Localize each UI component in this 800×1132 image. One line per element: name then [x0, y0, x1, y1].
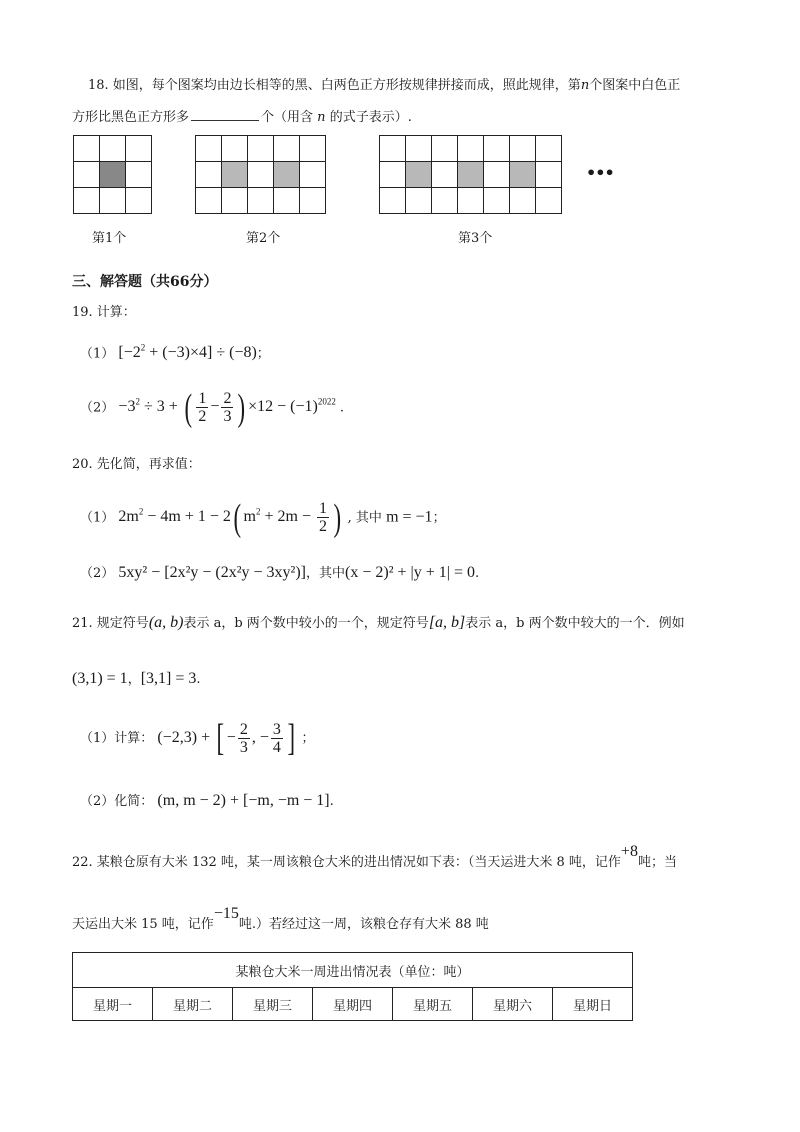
- q21-ex1: (3,1) = 1: [72, 670, 128, 687]
- table-title: 某粮仓大米一周进出情况表（单位：吨）: [73, 953, 633, 988]
- q19-p1-end: ；: [256, 346, 270, 362]
- q21-part1: [80, 718, 315, 759]
- q22-line1-text: 22. 某粮仓原有大米 132 吨，某一周该粮仓大米的进出情况如下表：（当天运进大米 8 吨，记作: [72, 855, 621, 870]
- q21-examples: [72, 668, 201, 691]
- q18-line2-b: 个（用含: [261, 110, 314, 125]
- q22-line1-end: 吨；当: [637, 855, 677, 870]
- q19-part2: [80, 382, 344, 428]
- q21-p2-label: （2）化简：: [80, 794, 154, 809]
- pattern-figure-1: [73, 135, 152, 214]
- q19-p1-expr: $[-2^2 + (-3)\times 4] \div (-8)$: [118, 343, 257, 362]
- pattern-figure-3: [379, 135, 562, 214]
- q21-line1: [72, 612, 685, 635]
- q19-p2-label: （2）: [80, 400, 115, 416]
- q20-p1-expr: $2m^2 - 4m + 1 - 2$( $m^2 + 2m$ − $\frac{1}{2}$ ): [118, 496, 342, 539]
- q22-line2-b: 吨.）若经过这一周，该粮仓存有大米 88 吨: [238, 917, 489, 932]
- table-header-day: 星期一: [73, 988, 153, 1021]
- table-header-day: 星期日: [553, 988, 633, 1021]
- q22-line1: [72, 843, 677, 871]
- figure-label-1: 第1个: [92, 231, 127, 246]
- q20-part1: [80, 492, 446, 538]
- figure-label-2: 第2个: [246, 231, 281, 246]
- q21-p2-end: .: [329, 794, 334, 809]
- q19-title: 19. 计算：: [72, 305, 136, 320]
- q21-line1-b: 表示 a，b 两个数中较小的一个，规定符号: [183, 616, 429, 631]
- q19-p1-label: （1）: [80, 346, 115, 362]
- q21-p1-end: ；: [301, 731, 315, 746]
- q21-p1-expr: (−2,3) + [ − $\frac{2}{3}$ , − $\frac{3}{4}$ ]: [157, 717, 295, 760]
- q20-p2-end: .: [474, 566, 480, 581]
- q18-line2-a: 方形比黑色正方形多: [72, 110, 190, 125]
- q20-part2: [80, 562, 479, 585]
- q20-p1-val: m = −1: [386, 508, 433, 526]
- q21-sym2: [a, b]: [428, 614, 466, 631]
- q18-line1: [88, 78, 680, 94]
- table-header-day: 星期四: [313, 988, 393, 1021]
- q21-ex-end: .: [196, 672, 201, 687]
- section-title: 三、解答题（共66分）: [72, 274, 218, 290]
- answer-blank[interactable]: [191, 108, 259, 121]
- q20-p1-end: ；: [432, 510, 446, 526]
- q20-p1-cond: , 其中: [347, 510, 382, 526]
- q20-p1-label: （1）: [80, 510, 115, 526]
- q21-part2: [80, 790, 334, 813]
- q19-part1: [80, 337, 270, 365]
- q22-line2: [72, 905, 489, 933]
- q18-line1-end: 个图案中白色正: [589, 78, 681, 93]
- q18-line1-text: 18. 如图，每个图案均由边长相等的黑、白两色正方形按规律拼接而成，照此规律，第: [88, 78, 581, 93]
- table-header-day: 星期三: [233, 988, 313, 1021]
- q21-line1-c: 表示 a，b 两个数中较大的一个．例如: [465, 616, 685, 631]
- table-header-day: 星期二: [153, 988, 233, 1021]
- q20-p2-val: (x − 2)² + |y + 1| = 0: [345, 564, 475, 581]
- q19-p2-end: .: [339, 400, 344, 416]
- ellipsis: •••: [586, 163, 614, 182]
- figure-label-3: 第3个: [458, 231, 493, 246]
- q22-rec2: −15: [213, 905, 239, 922]
- weekly-grain-table: [72, 952, 633, 1021]
- q21-ex-sep: ，: [127, 672, 141, 687]
- q21-line1-a: 21. 规定符号: [72, 616, 149, 631]
- q20-title: 20. 先化简，再求值：: [72, 457, 201, 472]
- q20-p2-expr: 5xy² − [2x²y − (2x²y − 3xy²)]: [118, 564, 306, 581]
- q21-p1-label: （1）计算：: [80, 731, 154, 746]
- q22-line2-a: 天运出大米 15 吨，记作: [72, 917, 214, 932]
- q21-p2-expr: (m, m − 2) + [−m, −m − 1]: [157, 792, 330, 809]
- q21-sym1: (a, b): [148, 614, 184, 631]
- q21-ex2: [3,1] = 3: [140, 670, 197, 687]
- q18-line2: [72, 108, 412, 126]
- q22-rec1: +8: [620, 843, 638, 860]
- table-header-day: 星期五: [393, 988, 473, 1021]
- pattern-figure-2: [195, 135, 326, 214]
- q18-line2-c: 的式子表示）.: [329, 110, 412, 125]
- q20-p2-label: （2）: [80, 566, 115, 581]
- q19-p2-expr: $-3^2 \div 3$ + ( $\frac{1}{2}$ − $\frac{2}{3}$ ) $\times 12 - (-1)^{2022}$: [118, 386, 336, 429]
- q18-n: n: [580, 78, 590, 93]
- q18-n-2: n: [317, 110, 326, 125]
- q20-p2-cond: ，其中: [306, 566, 346, 581]
- table-header-day: 星期六: [473, 988, 553, 1021]
